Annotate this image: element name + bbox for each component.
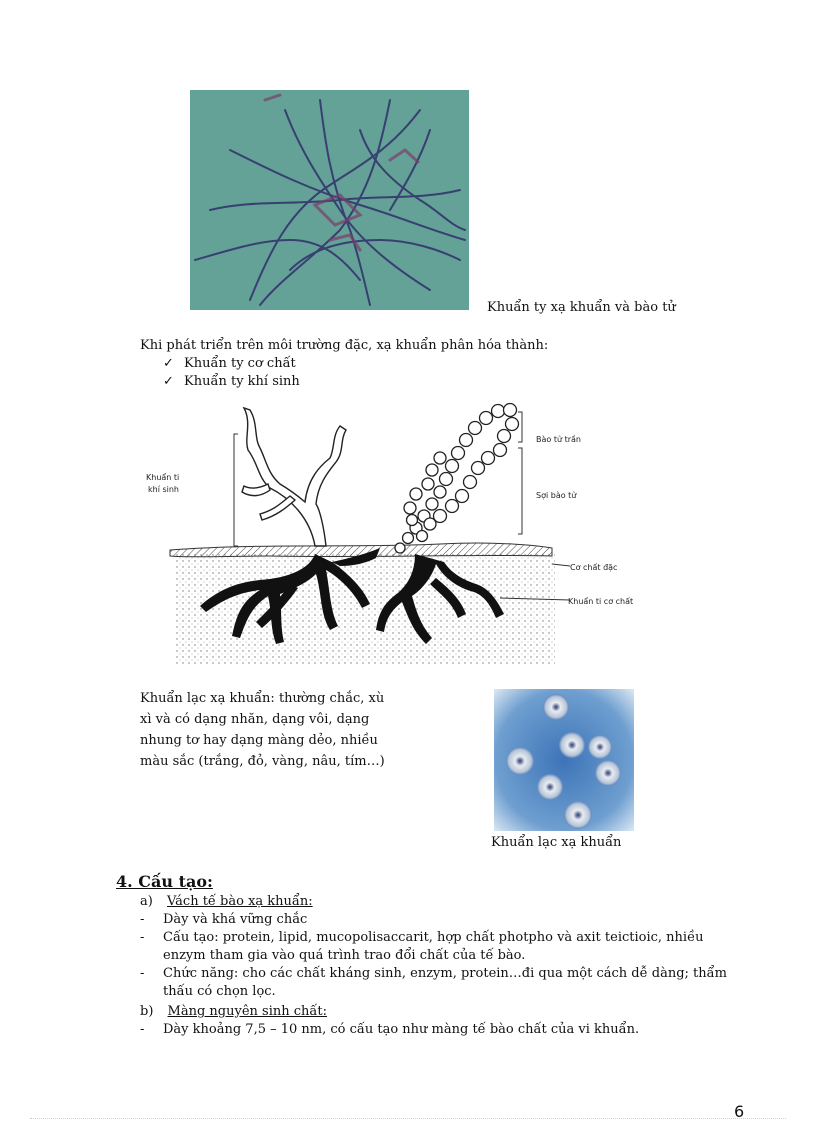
label-round-spores: Bào tử trần: [536, 435, 581, 444]
colony-caption: Khuẩn lạc xạ khuẩn: [491, 835, 622, 850]
structure-diagram-drawing: [140, 398, 670, 668]
label-substrate-hyphae: Khuẩn ti cơ chất: [568, 597, 634, 606]
colony-line: màu sắc (trắng, đỏ, vàng, nâu, tím…): [140, 754, 385, 769]
label-substrate: Cơ chất đặc: [570, 563, 618, 572]
section-heading: 4. Cấu tạo:: [116, 872, 213, 891]
colony-line: xì và có dạng nhăn, dạng vôi, dạng: [140, 712, 370, 727]
check-icon: ✓: [163, 374, 174, 389]
hyphae-micrograph: [190, 90, 469, 310]
colony-line: Khuẩn lạc xạ khuẩn: thường chắc, xù: [140, 691, 385, 706]
footer-divider: [30, 1118, 786, 1119]
list-item: ✓ Khuẩn ty cơ chất: [163, 356, 296, 371]
subsection-a-title: a) Vách tế bào xạ khuẩn:: [140, 894, 313, 909]
list-item: - Chức năng: cho các chất kháng sinh, enzym, protein…đi qua một cách dễ dàng; thẩm: [140, 966, 727, 981]
intro-sentence: Khi phát triển trên môi trường đặc, xạ khuẩn phân hóa thành:: [140, 338, 549, 353]
colony-paragraph: [140, 688, 390, 772]
list-item: - Cấu tạo: protein, lipid, mucopolisaccarit, hợp chất photpho và axit teictioic, nhiều: [140, 930, 704, 945]
colony-line: nhung tơ hay dạng màng dẻo, nhiều: [140, 733, 378, 748]
colony-photo-drawing: [494, 689, 634, 831]
subsection-b-title: b) Màng nguyên sinh chất:: [140, 1004, 327, 1019]
structure-diagram: [140, 398, 670, 668]
list-item-continuation: enzym tham gia vào quá trình trao đổi chất của tế bào.: [163, 948, 526, 963]
label-aerial-hyphae-line2: khí sinh: [148, 485, 179, 494]
page-number: 6: [734, 1102, 745, 1121]
list-item: - Dày và khá vững chắc: [140, 912, 308, 927]
label-spore-chain: Sợi bào tử: [536, 491, 577, 500]
check-icon: ✓: [163, 356, 174, 371]
figure1-caption: Khuẩn ty xạ khuẩn và bào tử: [487, 300, 676, 315]
list-item: - Dày khoảng 7,5 – 10 nm, có cấu tạo như màng tế bào chất của vi khuẩn.: [140, 1022, 640, 1037]
list-item-continuation: thấu có chọn lọc.: [163, 984, 276, 999]
list-item: ✓ Khuẩn ty khí sinh: [163, 374, 300, 389]
hyphae-micrograph-drawing: [190, 90, 469, 310]
colony-photo: [494, 689, 634, 831]
label-aerial-hyphae-line1: Khuẩn ti: [146, 473, 180, 482]
